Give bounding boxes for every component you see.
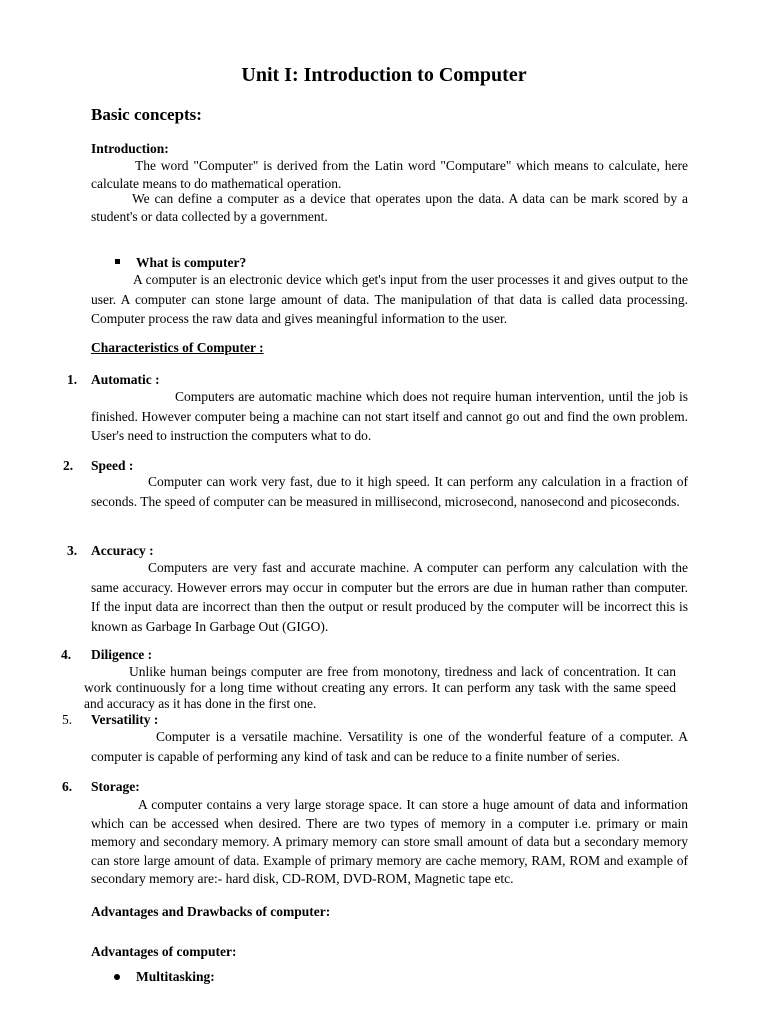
characteristic-text-diligence: Unlike human beings computer are free from monotony, tiredness and lack of concentration. It can work continuously for a long time without creating any errors. It can perform any task with the same speed and accuracy as it has done in the first one.: [84, 664, 676, 711]
characteristic-text-storage: A computer contains a very large storage space. It can store a huge amount of data and information which can be accessed when desired. There are two types of memory in a computer i.e. primary or main memory and secondary memory. A primary memory can store small amount of data but a secondary memory can store large amount of data. Example of primary memory are cache memory, RAM, ROM and example of secondary memory are:- hard disk, CD-ROM, DVD-ROM, Magnetic tape etc.: [91, 797, 688, 886]
introduction-heading: Introduction:: [91, 141, 169, 156]
list-number-2: 2.: [63, 458, 74, 473]
introduction-paragraph-2: We can define a computer as a device that operates upon the data. A data can be mark scored by a student's or data collected by a government.: [91, 191, 688, 224]
characteristic-title-automatic: Automatic :: [91, 372, 160, 387]
characteristic-text-speed: Computer can work very fast, due to it high speed. It can perform any calculation in a fraction of seconds. The speed of computer can be measured in millisecond, microsecond, nanosecond and picoseconds.: [91, 474, 688, 509]
introduction-paragraph-1: The word "Computer" is derived from the Latin word "Computare" which means to calculate, here calculate means to do mathematical operation.: [91, 158, 688, 191]
characteristics-heading: Characteristics of Computer :: [91, 340, 264, 355]
characteristic-text-versatility: Computer is a versatile machine. Versatility is one of the wonderful feature of a computer. A computer is capable of performing any kind of task and can be reduce to a finite number of series.: [91, 729, 688, 764]
round-bullet-icon: [114, 974, 120, 980]
page-title: Unit I: Introduction to Computer: [241, 64, 527, 86]
what-is-computer-heading: [115, 255, 246, 271]
advantages-heading: Advantages of computer:: [91, 944, 237, 959]
list-number-1: 1.: [67, 372, 78, 387]
what-is-computer-label: What is computer?: [136, 255, 247, 270]
list-number-4: 4.: [61, 647, 72, 662]
multitasking-item: [114, 969, 215, 985]
characteristic-title-versatility: Versatility :: [91, 712, 159, 727]
characteristic-title-diligence: Diligence :: [91, 647, 153, 662]
characteristic-title-storage: Storage:: [91, 779, 140, 794]
list-number-6: 6.: [62, 779, 73, 794]
list-number-3: 3.: [67, 543, 78, 558]
square-bullet-icon: [115, 259, 120, 264]
characteristic-text-automatic: Computers are automatic machine which does not require human intervention, until the job is finished. However computer being a machine can not start itself and cannot go out and find the own problem. User's need to instruction the computers what to do.: [91, 389, 688, 443]
multitasking-label: Multitasking:: [136, 969, 215, 984]
characteristic-text-accuracy: Computers are very fast and accurate machine. A computer can perform any calculation with the same accuracy. However errors may occur in computer but the errors are due in human rather than computer. If the input data are incorrect than then the output or result produced by the computer will be incorrect this is known as Garbage In Garbage Out (GIGO).: [91, 560, 688, 634]
list-number-5: 5.: [62, 712, 73, 727]
characteristic-title-speed: Speed :: [91, 458, 134, 473]
characteristic-title-accuracy: Accuracy :: [91, 543, 154, 558]
advantages-drawbacks-heading: Advantages and Drawbacks of computer:: [91, 904, 331, 919]
what-is-computer-paragraph: A computer is an electronic device which get's input from the user processes it and gives output to the user. A computer can stone large amount of data. The manipulation of that data is called data processing. Computer process the raw data and gives meaningful information to the user.: [91, 272, 688, 326]
section-heading-basic-concepts: Basic concepts:: [91, 105, 202, 124]
